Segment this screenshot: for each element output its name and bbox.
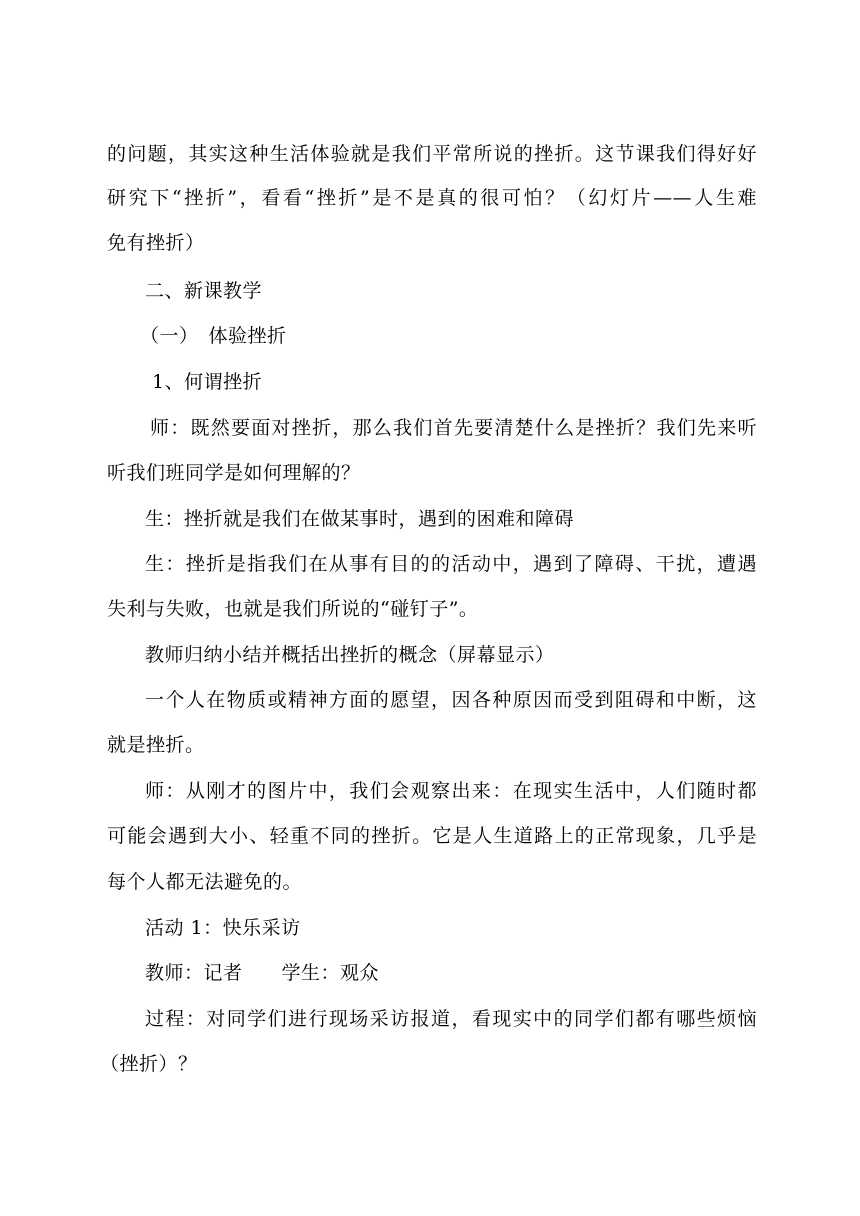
paragraph-line: 活动 1：快乐采访: [145, 917, 301, 939]
subsection-heading: （一） 体验挫折: [140, 325, 287, 347]
paragraph-line: 教师归纳小结并概括出挫折的概念（屏幕显示）: [145, 644, 555, 666]
paragraph-line: 师：既然要面对挫折，那么我们首先要清楚什么是挫折？我们先来听: [150, 417, 757, 439]
paragraph-line: 一个人在物质或精神方面的愿望，因各种原因而受到阻碍和中断，这: [145, 689, 757, 711]
paragraph-line: 的问题，其实这种生活体验就是我们平常所说的挫折。这节课我们得好好: [107, 143, 757, 165]
paragraph-line: 教师：记者 学生：观众: [145, 962, 380, 984]
paragraph-line: 师：从刚才的图片中，我们会观察出来：在现实生活中，人们随时都: [145, 780, 757, 802]
paragraph-line: 听我们班同学是如何理解的？: [107, 462, 361, 484]
section-heading: 二、新课教学: [145, 280, 263, 302]
paragraph-line: 过程：对同学们进行现场采访报道，看现实中的同学们都有哪些烦恼: [145, 1008, 757, 1030]
subheading: 1、何谓挫折: [152, 371, 263, 393]
paragraph-line: 生：挫折是指我们在从事有目的的活动中，遇到了障碍、干扰，遭遇: [145, 553, 757, 575]
paragraph-line: 就是挫折。: [107, 734, 205, 756]
paragraph-line: 可能会遇到大小、轻重不同的挫折。它是人生道路上的正常现象，几乎是: [107, 825, 757, 847]
paragraph-line: 失利与失败，也就是我们所说的“碰钉子”。: [107, 598, 479, 620]
paragraph-line: 每个人都无法避免的。: [107, 871, 303, 893]
paragraph-line: （挫折）？: [100, 1053, 198, 1075]
paragraph-line: 免有挫折）: [107, 232, 205, 254]
paragraph-line: 研究下“挫折”，看看“挫折”是不是真的很可怕？（幻灯片——人生难: [107, 187, 757, 209]
paragraph-line: 生：挫折就是我们在做某事时，遇到的困难和障碍: [145, 508, 575, 530]
